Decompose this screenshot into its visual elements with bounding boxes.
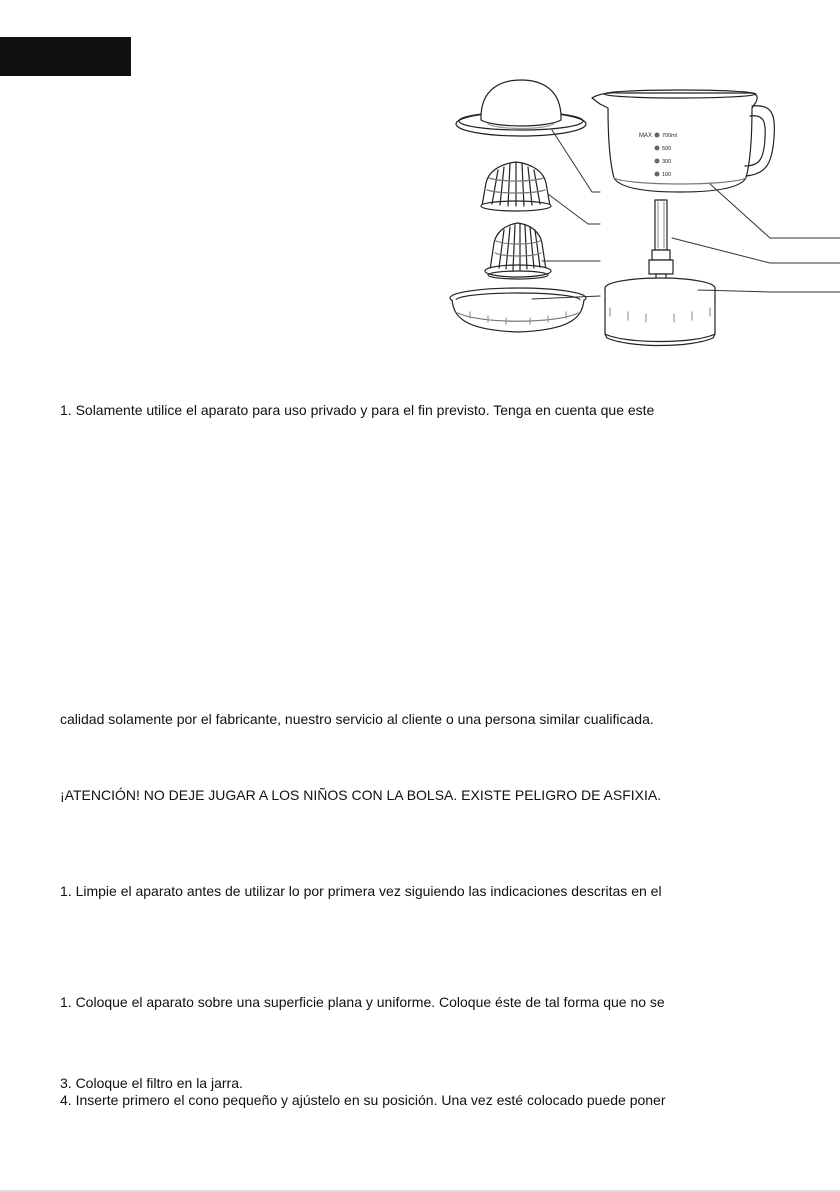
jug-level-300: 300 bbox=[662, 159, 672, 165]
repair-instruction-line: calidad solamente por el fabricante, nuestro servicio al cliente o una persona similar cualificada. bbox=[60, 711, 654, 727]
safety-instruction-1: 1. Solamente utilice el aparato para uso privado y para el fin previsto. Tenga en cuenta que este bbox=[60, 402, 655, 418]
motor-base-part bbox=[605, 278, 715, 346]
jug-level-100: 100 bbox=[662, 172, 672, 178]
usage-step-4: 4. Inserte primero el cono pequeño y ajústelo en su posición. Una vez esté colocado puede poner bbox=[60, 1092, 666, 1108]
small-cone-part bbox=[485, 223, 551, 279]
usage-step-3: 3. Coloque el filtro en la jarra. bbox=[60, 1075, 243, 1091]
large-cone-part bbox=[481, 162, 551, 211]
usage-step-1: 1. Coloque el aparato sobre una superficie plana y uniforme. Coloque éste de tal forma que no se bbox=[60, 994, 665, 1010]
juicer-exploded-parts-illustration bbox=[440, 78, 840, 378]
lid-part bbox=[456, 80, 586, 136]
drive-shaft-part bbox=[649, 200, 673, 282]
suffocation-warning: ¡ATENCIÓN! NO DEJE JUGAR A LOS NIÑOS CON LA BOLSA. EXISTE PELIGRO DE ASFIXIA. bbox=[60, 787, 662, 803]
jug-level-700: 700ml bbox=[662, 133, 677, 139]
before-first-use-1: 1. Limpie el aparato antes de utilizar lo por primera vez siguiendo las indicaciones descritas en el bbox=[60, 883, 662, 899]
filter-part bbox=[450, 288, 586, 332]
jug-part bbox=[592, 90, 774, 192]
jug-max-label: MAX bbox=[639, 133, 653, 139]
language-tab bbox=[0, 37, 131, 76]
jug-level-500: 500 bbox=[662, 146, 672, 152]
